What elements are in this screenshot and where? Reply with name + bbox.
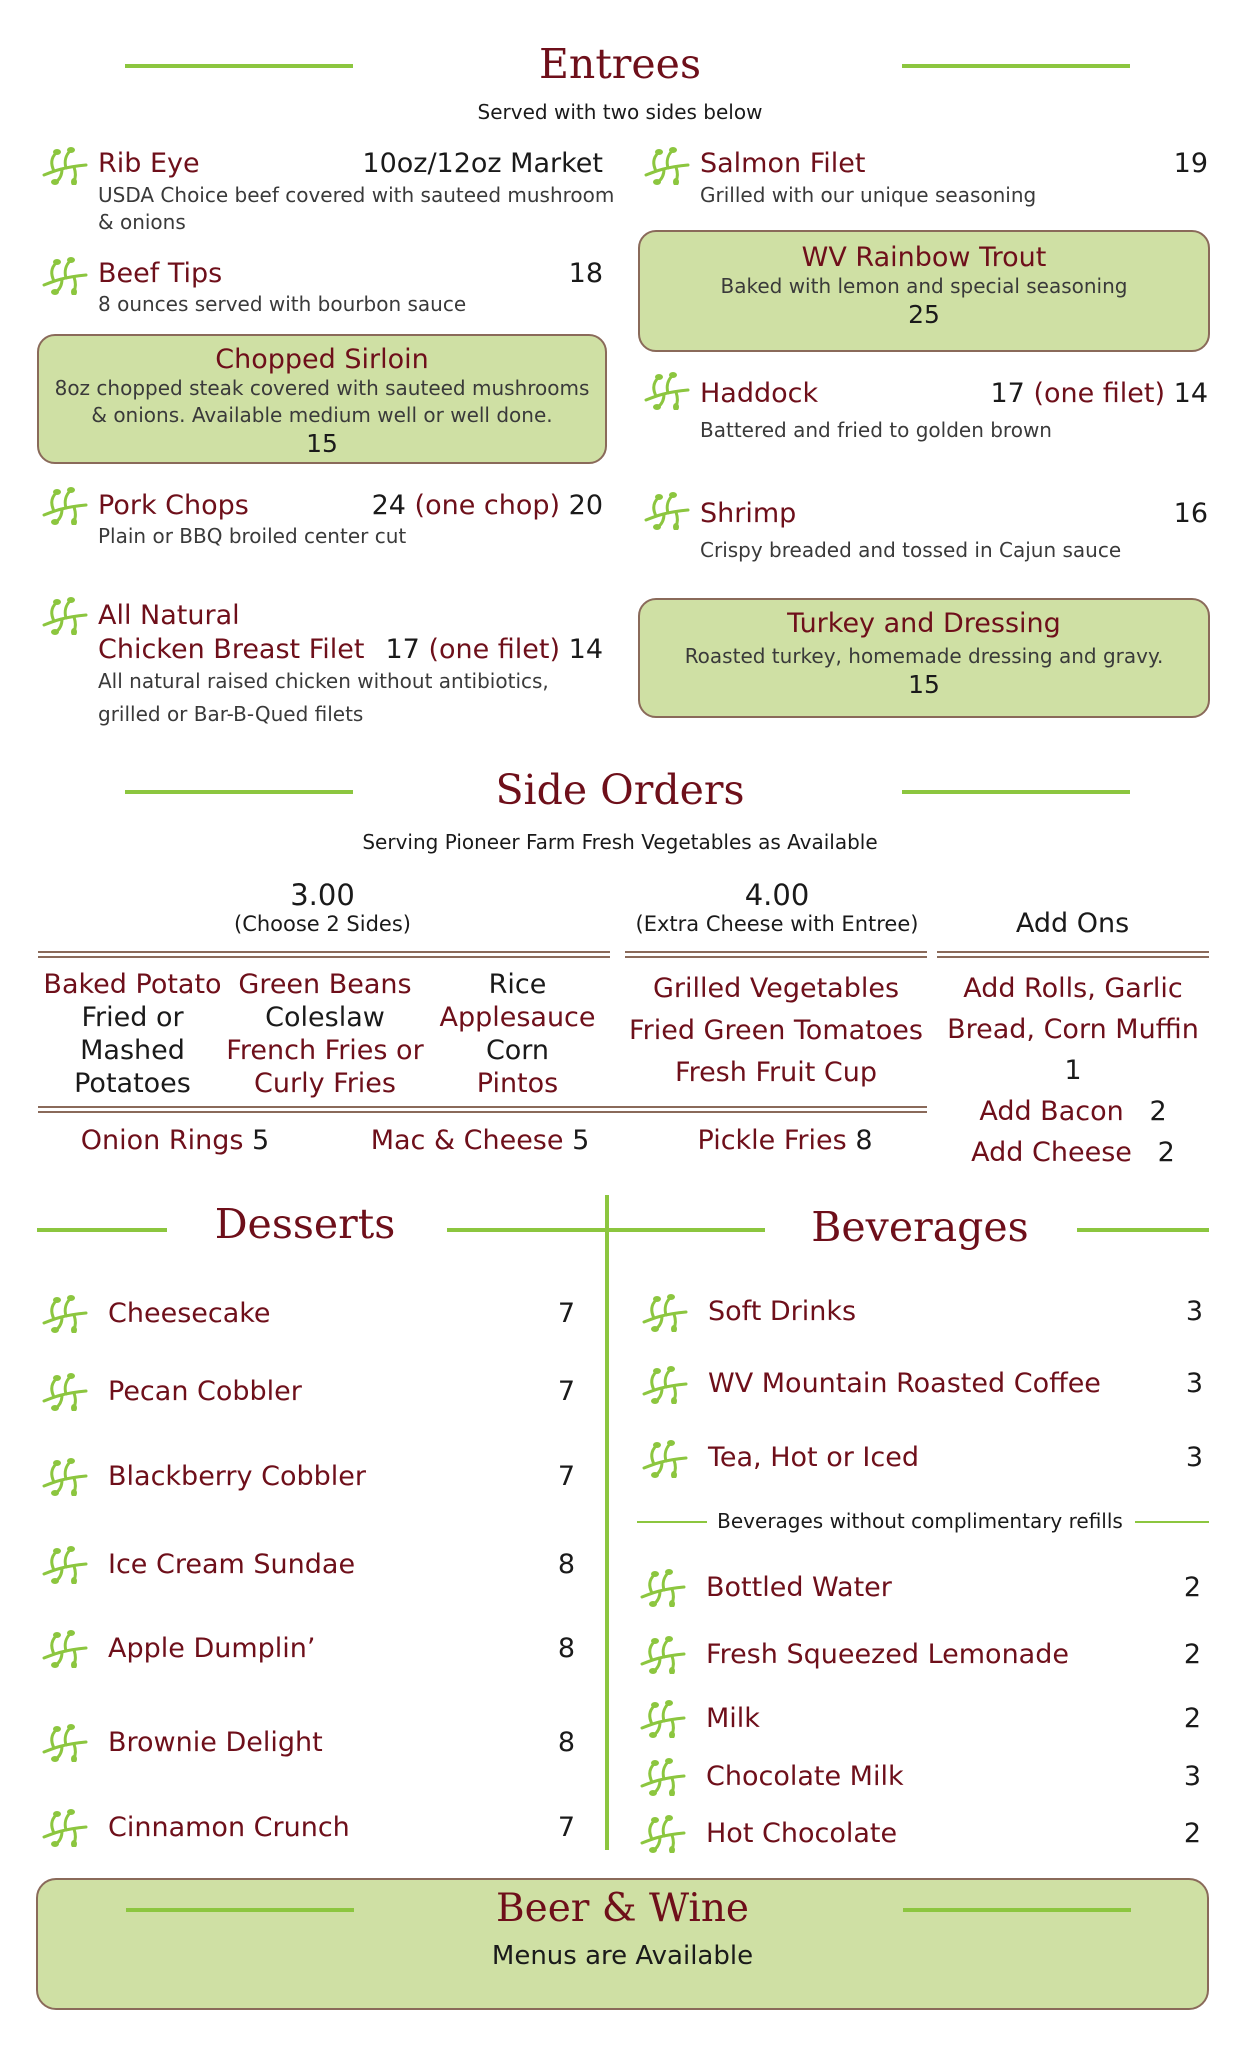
chicken-price-note: (one filet) (428, 634, 561, 665)
beverage-item-price: 3 (1185, 1368, 1203, 1399)
extra-price: 5 (572, 1125, 590, 1156)
addon-price: 1 (1064, 1055, 1082, 1086)
side-item: Coleslaw (265, 1002, 385, 1033)
green-sprig-icon (40, 1544, 90, 1584)
shrimp-desc: Crispy breaded and tossed in Cajun sauce (700, 538, 1122, 562)
green-sprig-icon (638, 1567, 688, 1607)
shrimp-price: 16 (1173, 498, 1208, 529)
green-sprig-icon (40, 1293, 90, 1333)
side-item: Fried or (81, 1002, 184, 1033)
beverages-title: Beverages (811, 1203, 1029, 1251)
desserts-rule-right (447, 1228, 607, 1232)
chopped-sirloin-price: 15 (306, 429, 338, 458)
chicken-name-line2: Chicken Breast Filet (98, 634, 365, 665)
turkey-box (638, 598, 1210, 718)
dessert-item-name: Ice Cream Sundae (108, 1549, 356, 1580)
trout-box (638, 230, 1210, 352)
turkey-name: Turkey and Dressing (787, 608, 1061, 639)
chicken-price (330, 634, 603, 665)
beverage-item-name: Milk (706, 1703, 760, 1734)
addons-list (937, 968, 1209, 1173)
divider-double (625, 951, 927, 958)
beverage-item-price: 3 (1185, 1442, 1203, 1473)
side-item: Baked Potato (43, 969, 222, 1000)
beverage-item-price: 3 (1183, 1761, 1201, 1792)
extra-price: 8 (855, 1125, 873, 1156)
dessert-item-price: 8 (557, 1549, 575, 1580)
green-sprig-icon (642, 490, 692, 530)
pork-chops-price-note: (one chop) (414, 490, 561, 521)
addon-label: Add Rolls, Garlic (963, 973, 1183, 1004)
salmon-filet-price: 19 (1173, 148, 1208, 179)
beverage-item-name: WV Mountain Roasted Coffee (708, 1368, 1101, 1399)
group1-header (150, 878, 495, 936)
dessert-item-name: Blackberry Cobbler (108, 1461, 366, 1492)
green-sprig-icon (40, 595, 90, 635)
addon-label: Add Bacon (979, 1096, 1124, 1127)
addon-price: 2 (1157, 1137, 1175, 1168)
side-item: Grilled Vegetables (652, 973, 900, 1004)
beverages-rule-right (1077, 1228, 1209, 1232)
green-sprig-icon (40, 1371, 90, 1411)
haddock-price-note: (one filet) (1033, 378, 1166, 409)
pork-chops-price-a: 24 (371, 490, 406, 521)
dessert-item-name: Pecan Cobbler (108, 1376, 302, 1407)
dessert-item-name: Brownie Delight (108, 1727, 323, 1758)
green-sprig-icon (642, 145, 692, 185)
side-item: Applesauce (439, 1002, 596, 1033)
side-item: Fresh Fruit Cup (675, 1057, 877, 1088)
pork-chops-desc: Plain or BBQ broiled center cut (98, 524, 407, 548)
trout-price: 25 (908, 300, 940, 329)
no-refill-rule-left (637, 1521, 707, 1523)
beverage-item-name: Chocolate Milk (706, 1761, 904, 1792)
sides-col-1 (40, 968, 225, 1100)
chopped-sirloin-box (37, 334, 607, 464)
dessert-item-price: 7 (557, 1376, 575, 1407)
group2-header (612, 878, 942, 936)
addon-price: 2 (1149, 1096, 1167, 1127)
sides-rule-left (125, 790, 353, 794)
trout-name: WV Rainbow Trout (801, 242, 1047, 273)
dessert-item-price: 7 (557, 1461, 575, 1492)
beer-wine-rule-right (903, 1908, 1131, 1912)
haddock-desc: Battered and fried to golden brown (700, 418, 1052, 442)
beverage-item-name: Hot Chocolate (706, 1818, 898, 1849)
sides-col-4 (625, 968, 927, 1094)
beef-tips-name: Beef Tips (98, 258, 223, 289)
green-sprig-icon (40, 485, 90, 525)
group2-note: (Extra Cheese with Entree) (635, 912, 919, 936)
chicken-price-a: 17 (385, 634, 420, 665)
divider-double (937, 951, 1209, 958)
turkey-desc: Roasted turkey, homemade dressing and gravy. (684, 644, 1164, 668)
sides-subtitle: Serving Pioneer Farm Fresh Vegetables as Available (362, 830, 878, 854)
beverage-item-price: 3 (1185, 1296, 1203, 1327)
beverage-item-name: Tea, Hot or Iced (708, 1442, 919, 1473)
dessert-item-price: 8 (557, 1727, 575, 1758)
green-sprig-icon (40, 1722, 90, 1762)
haddock-price-a: 17 (990, 378, 1025, 409)
column-divider (605, 1195, 609, 1850)
divider-double (38, 951, 610, 958)
rib-eye-name: Rib Eye (98, 148, 200, 179)
chicken-desc-line1: All natural raised chicken without antibiotics, (98, 669, 549, 693)
addon-label: Bread, Corn Muffin (947, 1014, 1199, 1045)
green-sprig-icon (40, 255, 90, 295)
addon-item (937, 1009, 1209, 1091)
desserts-title: Desserts (214, 1200, 396, 1248)
green-sprig-icon (640, 1364, 690, 1404)
sides-col-3 (425, 968, 610, 1100)
sides-title: Side Orders (495, 766, 745, 814)
addon-item (937, 1091, 1209, 1132)
green-sprig-icon (640, 1292, 690, 1332)
pork-chops-price (330, 490, 603, 521)
beer-wine-title: Beer & Wine (495, 1886, 750, 1931)
side-item: Curly Fries (254, 1068, 396, 1099)
turkey-price: 15 (908, 670, 940, 699)
green-sprig-icon (642, 370, 692, 410)
haddock-name: Haddock (700, 378, 819, 409)
addon-item (937, 968, 1209, 1009)
entrees-rule-right (902, 64, 1130, 68)
green-sprig-icon (638, 1698, 688, 1738)
addon-label: Add Cheese (971, 1137, 1132, 1168)
divider-double (38, 1106, 927, 1113)
dessert-item-name: Cinnamon Crunch (108, 1812, 350, 1843)
no-refill-rule-right (1135, 1521, 1209, 1523)
green-sprig-icon (40, 1807, 90, 1847)
entrees-subtitle: Served with two sides below (477, 100, 763, 124)
beef-tips-desc: 8 ounces served with bourbon sauce (98, 292, 467, 316)
haddock-price-b: 14 (1173, 378, 1208, 409)
green-sprig-icon (40, 145, 90, 185)
salmon-filet-name: Salmon Filet (700, 148, 866, 179)
extra-label: Mac & Cheese (370, 1125, 564, 1156)
beverage-item-name: Soft Drinks (708, 1296, 857, 1327)
side-item: Potatoes (74, 1068, 191, 1099)
haddock-price (935, 378, 1208, 409)
beverage-item-price: 2 (1183, 1818, 1201, 1849)
chopped-sirloin-name: Chopped Sirloin (215, 344, 429, 375)
green-sprig-icon (640, 1438, 690, 1478)
dessert-item-name: Cheesecake (108, 1298, 271, 1329)
extra-onion-rings (60, 1124, 290, 1157)
side-item: Rice (488, 969, 547, 1000)
chicken-price-b: 14 (568, 634, 603, 665)
dessert-item-name: Apple Dumplin’ (108, 1633, 316, 1664)
side-item: Pintos (476, 1068, 559, 1099)
chicken-desc-line2: grilled or Bar-B-Qued filets (98, 702, 364, 726)
pork-chops-name: Pork Chops (98, 490, 249, 521)
chicken-name-line1: All Natural (98, 600, 240, 631)
salmon-filet-desc: Grilled with our unique seasoning (700, 183, 1037, 207)
addons-header: Add Ons (1015, 908, 1130, 939)
dessert-item-price: 7 (557, 1812, 575, 1843)
addon-item (937, 1132, 1209, 1173)
trout-desc: Baked with lemon and special seasoning (720, 274, 1128, 298)
shrimp-name: Shrimp (700, 498, 797, 529)
beverage-item-price: 2 (1183, 1572, 1201, 1603)
beverage-item-price: 2 (1183, 1639, 1201, 1670)
side-item: French Fries or (226, 1035, 424, 1066)
side-item: Mashed (80, 1035, 185, 1066)
dessert-item-price: 8 (557, 1633, 575, 1664)
beef-tips-price: 18 (568, 258, 603, 289)
beer-wine-subtitle: Menus are Available (491, 1941, 754, 1971)
green-sprig-icon (638, 1634, 688, 1674)
extra-mac-cheese (365, 1124, 595, 1157)
entrees-title: Entrees (539, 40, 701, 88)
extra-pickle-fries (670, 1124, 900, 1157)
extra-price: 5 (252, 1125, 270, 1156)
group2-price: 4.00 (744, 878, 810, 912)
side-item: Corn (485, 1035, 550, 1066)
beverage-item-price: 2 (1183, 1703, 1201, 1734)
green-sprig-icon (40, 1628, 90, 1668)
group1-price: 3.00 (290, 878, 355, 912)
rib-eye-desc: USDA Choice beef covered with sauteed mushroom & onions (98, 183, 615, 234)
green-sprig-icon (638, 1813, 688, 1853)
green-sprig-icon (40, 1456, 90, 1496)
extra-label: Onion Rings (80, 1125, 244, 1156)
green-sprig-icon (638, 1756, 688, 1796)
side-item: Fried Green Tomatoes (629, 1015, 923, 1046)
side-item: Green Beans (238, 969, 412, 1000)
sides-col-2 (225, 968, 425, 1100)
beer-wine-box (36, 1878, 1209, 2010)
extra-label: Pickle Fries (697, 1125, 847, 1156)
beverage-item-name: Bottled Water (706, 1572, 892, 1603)
desserts-rule-left (37, 1228, 167, 1232)
group1-note: (Choose 2 Sides) (234, 912, 411, 936)
beer-wine-rule-left (126, 1908, 354, 1912)
dessert-item-price: 7 (557, 1298, 575, 1329)
chopped-sirloin-desc: 8oz chopped steak covered with sauteed mushrooms & onions. Available medium well or well done. (54, 376, 590, 427)
beverages-rule-left (607, 1228, 765, 1232)
beverage-item-name: Fresh Squeezed Lemonade (706, 1639, 1069, 1670)
entrees-rule-left (125, 64, 353, 68)
sides-rule-right (902, 790, 1130, 794)
rib-eye-price: 10oz/12oz Market (362, 148, 603, 179)
pork-chops-price-b: 20 (568, 490, 603, 521)
no-refill-note: Beverages without complimentary refills (717, 1509, 1123, 1533)
